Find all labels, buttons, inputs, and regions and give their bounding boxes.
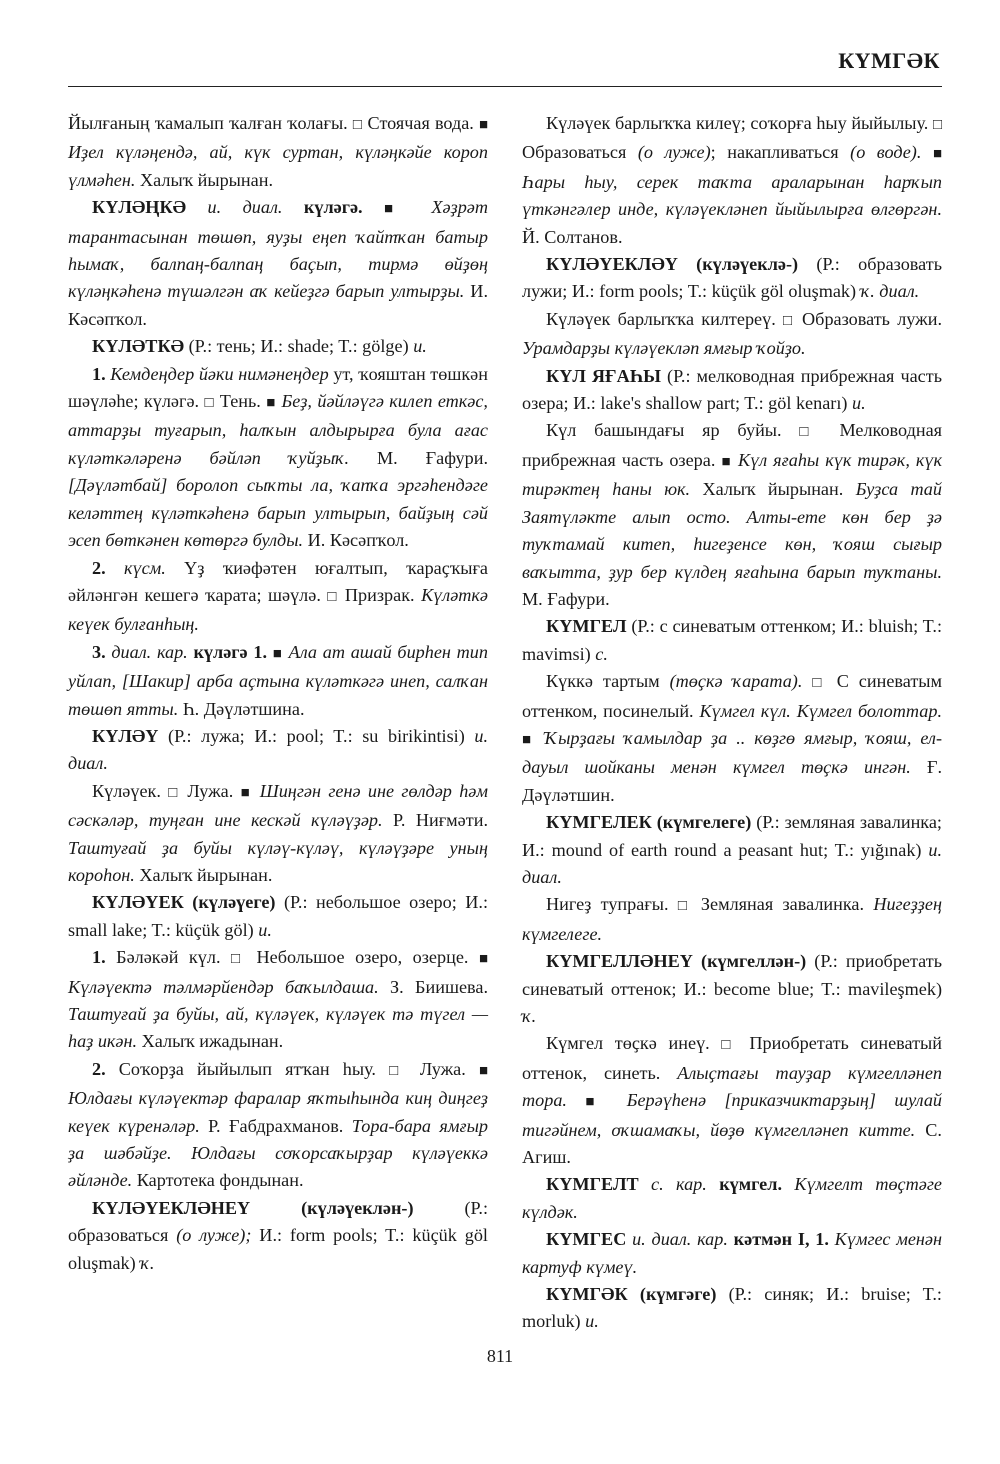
example-text: Ала ат ашай бирһен тип уйлап, [Шакир] арба аҫтына күләткәгә инеп, салҡан төшөп ятты. xyxy=(68,641,488,719)
dictionary-entry xyxy=(68,1056,488,1195)
russian-marker: □ xyxy=(812,675,827,692)
example-text: Берәүһенә [приказчиктарҙың] шулай тигәйнем, оҡшамаҡы, йөҙө күмгелләнеп китте. xyxy=(522,1090,943,1140)
russian-marker: □ xyxy=(677,898,692,915)
russian-marker: □ xyxy=(327,588,339,605)
definition-text: М. Ғафури. xyxy=(349,447,488,468)
definition-text: Лужа. xyxy=(406,1058,479,1079)
right-column xyxy=(522,110,942,1336)
entry-continuation xyxy=(68,110,488,194)
example-text: Шиңгән генә ине гөлдәр һәм сәскәләр, туңған ине кескәй күләүҙәр. xyxy=(68,780,488,831)
dictionary-entry xyxy=(522,251,942,306)
russian-marker: □ xyxy=(204,395,215,412)
definition-text: Халыҡ ижадынан. xyxy=(137,1031,284,1052)
definition-text: (Р.: с синеватым оттенком; И.: bluish; T.: mavimsi) xyxy=(522,616,942,664)
russian-marker: □ xyxy=(932,117,942,133)
definition-text: И. Кәсәпҡол. xyxy=(68,281,488,329)
definition-text xyxy=(921,142,933,162)
definition-text: (Р.: образоваться xyxy=(68,1197,488,1246)
definition-text: Р. Ғабдрахманов. xyxy=(199,1115,352,1136)
headword: кәтмән I, 1. xyxy=(727,1229,829,1250)
example-marker: ■ xyxy=(721,453,732,470)
definition-text: Мелководная прибрежная часть озера. xyxy=(522,420,943,470)
definition-text: Й. Солтанов. xyxy=(522,226,623,247)
dictionary-entry xyxy=(522,306,942,363)
dictionary-entry xyxy=(522,891,942,948)
example-text: (о воде). xyxy=(850,142,922,163)
headword: 2. xyxy=(92,557,106,578)
dictionary-entry xyxy=(522,110,942,251)
example-marker: ■ xyxy=(478,1062,488,1079)
example-marker: ■ xyxy=(272,645,283,662)
headword: КҮМГЕЛТ xyxy=(546,1174,639,1195)
russian-marker: □ xyxy=(721,1037,738,1054)
headword: КҮЛӘҮЕКЛӘНЕҮ (күләүеклән-) xyxy=(92,1197,414,1218)
definition-text: Үҙ ҡиәфәтен юғалтып, ҡараҫҡыға әйләнгән кешегә ҡарата; шәүлә. xyxy=(68,557,488,605)
example-text: Күмгелт төҫтәге күлдәк. xyxy=(522,1174,943,1222)
definition-text: Күләүек. xyxy=(92,780,169,801)
headword: КҮМГЕЛЕК (күмгелеге) xyxy=(546,812,752,833)
example-text: и. xyxy=(852,393,866,414)
dictionary-entry xyxy=(68,1195,488,1277)
definition-text: Р. Ниғмәти. xyxy=(382,810,488,831)
definition-text: (Р.: небольшое озеро; И.: small lake; T.: küçük göl) xyxy=(68,892,489,940)
russian-marker: □ xyxy=(389,1062,407,1079)
dictionary-entry xyxy=(68,723,488,778)
example-text: и. диал. xyxy=(68,725,488,774)
definition-text: Стоячая вода. xyxy=(362,113,479,133)
definition-text: Приобретать синеватый оттенок, синеть. xyxy=(522,1033,942,1083)
dictionary-entry xyxy=(68,194,488,333)
example-text: Беҙ, йәйләүгә килеп еткәс, аттарҙы туғарып, һалҡын алдырырға була ағас күләткәләренә бәйләп ҡуйҙыҡ. xyxy=(68,391,488,468)
example-text: Нигеҙҙең күмгелеге. xyxy=(522,894,942,944)
dictionary-entry xyxy=(522,1226,942,1281)
definition-text: С синеватым оттенком, посинелый. xyxy=(522,671,943,721)
example-text: (о луже) xyxy=(637,142,711,163)
definition-text xyxy=(567,1090,585,1110)
headword: КҮМГЕЛЛӘНЕҮ (күмгеллән-) xyxy=(546,951,807,972)
page-number: 811 xyxy=(486,1346,514,1366)
definition-text: Призрак. xyxy=(338,584,422,605)
headword: КҮЛӘТКӘ xyxy=(92,336,185,357)
dictionary-entry xyxy=(68,333,488,360)
example-marker: ■ xyxy=(522,731,536,748)
headword: күмгел. xyxy=(706,1174,782,1195)
definition-text: С. Агиш. xyxy=(522,1119,942,1168)
definition-text: Лужа. xyxy=(180,780,241,801)
example-text: (төҫкә ҡарата). xyxy=(669,671,803,692)
definition-text xyxy=(782,1174,794,1194)
definition-text: Небольшое озеро, озерце. xyxy=(246,947,479,968)
definition-text: З. Биишева. xyxy=(378,976,488,997)
headword: КҮЛӘҮЕКЛӘҮ (күләүеклә-) xyxy=(546,254,799,275)
headword: 3. xyxy=(92,641,106,662)
example-marker: ■ xyxy=(585,1094,609,1111)
definition-text: Тень. xyxy=(214,391,267,412)
headword: КҮЛ ЯҒАҺЫ xyxy=(546,365,661,386)
definition-text: Күл башындағы яр буйы. xyxy=(546,420,800,441)
dictionary-entry xyxy=(522,1171,942,1226)
definition-text: И.: form pools; T.: küçük göl oluşmak) xyxy=(68,1225,488,1273)
example-marker: ■ xyxy=(932,146,942,163)
example-text: [Дәүләтбай] боролоп сыҡты ла, ҡапҡа эргәһендәге келәттең күләткәһенә барып ултырып, байҙың сәй эсеп бөткәнен көтөргә булды. xyxy=(68,475,488,551)
example-text: күсм. xyxy=(105,557,166,578)
definition-text: Халыҡ йырынан. xyxy=(135,169,273,190)
dictionary-entry xyxy=(68,944,488,1056)
example-text: Күмгес менән картуф күмеү. xyxy=(522,1229,943,1277)
example-marker: ■ xyxy=(240,784,253,801)
dictionary-entry xyxy=(522,948,942,1030)
example-text: Урамдарҙы күләүекләп ямғыр ҡойҙо. xyxy=(522,338,806,359)
example-marker: ■ xyxy=(266,395,277,412)
example-text: ҡ. xyxy=(522,1006,537,1026)
dictionary-entry xyxy=(68,778,488,890)
example-text: Алыҫтағы тауҙар күмгелләнеп тора. xyxy=(522,1062,942,1111)
definition-text: (Р.: мелководная прибрежная часть озера; И.: lake's shallow part; T.: göl kenarı) xyxy=(522,365,943,414)
example-text: и. xyxy=(258,919,272,940)
definition-text: И. Кәсәпҡол. xyxy=(303,530,409,551)
definition-text: Земляная завалинка. xyxy=(691,894,874,915)
headword: КҮЛӘҮ xyxy=(92,725,159,746)
example-text: Буҙса тай Заятүләкте алып осто. Алты-ете көн бер ҙә туҡтамай китеп, һигеҙенсе көн, ҡояш сығыр ваҡытта, ҙур бер күлдең яғаһына барып туҡтаны. xyxy=(522,479,942,582)
dictionary-entry xyxy=(522,1281,942,1336)
example-marker: ■ xyxy=(478,951,488,968)
definition-text: Соҡорҙа йыйылып ятҡан һыу. xyxy=(105,1058,390,1079)
definition-text: Күмгел төҫкә инеү. xyxy=(546,1033,722,1054)
definition-text: Халыҡ йырынан. xyxy=(134,864,273,885)
definition-text: ут, ҡояштан төшкән шәүләһе; күләгә. xyxy=(68,363,488,412)
definition-text: Халыҡ йырынан. xyxy=(690,479,856,500)
definition-text: Күләүек барлыҡҡа килеү; соҡорға һыу йыйылыу. xyxy=(546,113,933,133)
dictionary-entry xyxy=(522,1030,942,1171)
example-text: (о луже); xyxy=(176,1225,252,1246)
russian-marker: □ xyxy=(352,117,363,133)
headword: күләгә. xyxy=(282,197,363,218)
definition-text xyxy=(802,671,812,691)
russian-marker: □ xyxy=(168,784,181,801)
example-text: Таштуғай ҙа буйы, ай, күләүек, күләүек тә түгел — һаҙ икән. xyxy=(68,1004,488,1052)
example-text: Һары һыу, серек таҡта араларынан һарҡып үткәнгәлер инде, күләүекләнеп йыйылырға өлгөргән. xyxy=(522,171,942,220)
example-text: и. диал. xyxy=(186,197,283,218)
dictionary-entry xyxy=(68,361,488,555)
example-text: Күл яғаһы күк тирәк, күк тирәктең һаны юк. xyxy=(522,449,943,500)
example-text: диал. кар. xyxy=(105,641,188,662)
dictionary-entry xyxy=(522,668,942,809)
headword: 1. xyxy=(92,947,106,968)
definition-text: Күккә тартым xyxy=(546,671,670,692)
example-text: Кемдеңдер йәки нимәнеңдер xyxy=(105,363,329,384)
example-text: Юлдағы күләүектәр фаралар яҡтыһында киң диңгеҙ кеүек күренәләр. xyxy=(68,1088,488,1136)
headword: күләгә 1. xyxy=(187,641,267,662)
example-text: с. xyxy=(595,643,608,664)
definition-text: М. Ғафури. xyxy=(522,588,610,609)
definition-text: Нигеҙ тупрағы. xyxy=(546,894,678,915)
definition-text: (Р.: лужа; И.: pool; T.: su birikintisi) xyxy=(158,725,475,746)
definition-text: Бәләкәй күл. xyxy=(105,947,231,968)
headword: КҮЛӘҮЕК (күләүеге) xyxy=(92,892,276,913)
headword: КҮЛӘҢКӘ xyxy=(92,197,187,218)
example-text: с. кар. xyxy=(638,1174,707,1195)
example-text: Күләүектә тәлмәрйендәр баҡылдаша. xyxy=(68,976,379,997)
russian-marker: □ xyxy=(230,951,246,968)
definition-text xyxy=(363,197,384,217)
definition-text: Картотека фондынан. xyxy=(132,1170,304,1191)
running-head: КҮМГӘК xyxy=(838,48,940,73)
example-text: ҡ. xyxy=(140,1252,155,1273)
definition-text: (Р.: тень; И.: shade; T.: gölge) xyxy=(184,336,414,357)
dictionary-entry xyxy=(522,363,942,418)
example-marker: ■ xyxy=(478,117,489,133)
russian-marker: □ xyxy=(783,312,795,329)
definition-text: (Р.: образовать лужи; И.: form pools; T.: küçük göl oluşmak) xyxy=(522,254,942,302)
definition-text: Ғ. Дәүләтшин. xyxy=(522,757,943,805)
definition-text: Йылғаның ҡамалып ҡалған ҡолағы. xyxy=(68,113,353,133)
example-text: Ҡырҙағы ҡамылдар ҙа .. көҙгө ямғыр, ҡояш, ел-дауыл шойканы менән күмгел төҫкә ингән. xyxy=(522,727,942,778)
example-marker: ■ xyxy=(384,201,410,218)
russian-marker: □ xyxy=(799,424,822,441)
example-text: Тора-бара ямғыр ҙа шәбәйҙе. Юлдағы соҡорсаҡырҙар күләүеккә әйләнде. xyxy=(68,1115,488,1191)
definition-text: (Р.: синяк; И.: bruise; T.: morluk) xyxy=(522,1284,942,1332)
example-text: Күмгел күл. Күмгел болоттар. xyxy=(699,700,942,721)
example-text: и. диал. кар. xyxy=(626,1229,728,1250)
example-text: и. диал. xyxy=(522,839,942,887)
dictionary-entry xyxy=(522,613,942,668)
definition-text: Һ. Дәүләтшина. xyxy=(178,698,305,719)
example-text: Таштуғай ҙа буйы күләү-күләү, күләүҙәре уның короһон. xyxy=(68,837,488,885)
definition-text: Күләүек барлыҡҡа килтереү. xyxy=(546,308,784,329)
left-column xyxy=(68,110,488,1277)
headword: КҮМГЕС xyxy=(546,1229,627,1250)
dictionary-entry xyxy=(68,889,488,944)
example-text: Хәҙрәт тарантасынан төшөп, яуҙы еңеп ҡайтҡан батыр һымаҡ, балпаң-балпаң баҫып, тирмә өйҙөң күләңкәһенә түшәлгән аҡ кейеҙгә барып ултырҙы. xyxy=(68,197,489,302)
example-text: ҡ. диал. xyxy=(860,281,920,302)
example-text: Күләткә кеүек булғанһың. xyxy=(68,584,488,635)
dictionary-entry xyxy=(68,555,488,639)
example-text: и. xyxy=(413,336,427,357)
headword: КҮМГӘК (күмгәге) xyxy=(546,1284,717,1305)
headword: КҮМГЕЛ xyxy=(546,616,627,637)
headword: 1. xyxy=(92,363,106,384)
example-text: Иҙел күләңендә, ай, күк суртан, күләңкәйе короп үлмәһен. xyxy=(68,142,488,190)
dictionary-entry xyxy=(68,639,488,723)
headword: 2. xyxy=(92,1058,106,1079)
example-text: и. xyxy=(585,1311,599,1332)
definition-text: Образовать лужи. xyxy=(794,308,943,329)
definition-text: (Р.: приобретать синеватый оттенок; И.: become blue; T.: mavileşmek) xyxy=(522,951,942,999)
dictionary-entry xyxy=(522,417,942,613)
definition-text: Образоваться xyxy=(522,142,638,163)
dictionary-entry xyxy=(522,809,942,891)
definition-text: (Р.: земляная завалинка; И.: mound of earth round a peasant hut; T.: yığınak) xyxy=(522,812,942,860)
header-rule xyxy=(68,86,942,87)
definition-text: ; накапливаться xyxy=(710,142,851,163)
